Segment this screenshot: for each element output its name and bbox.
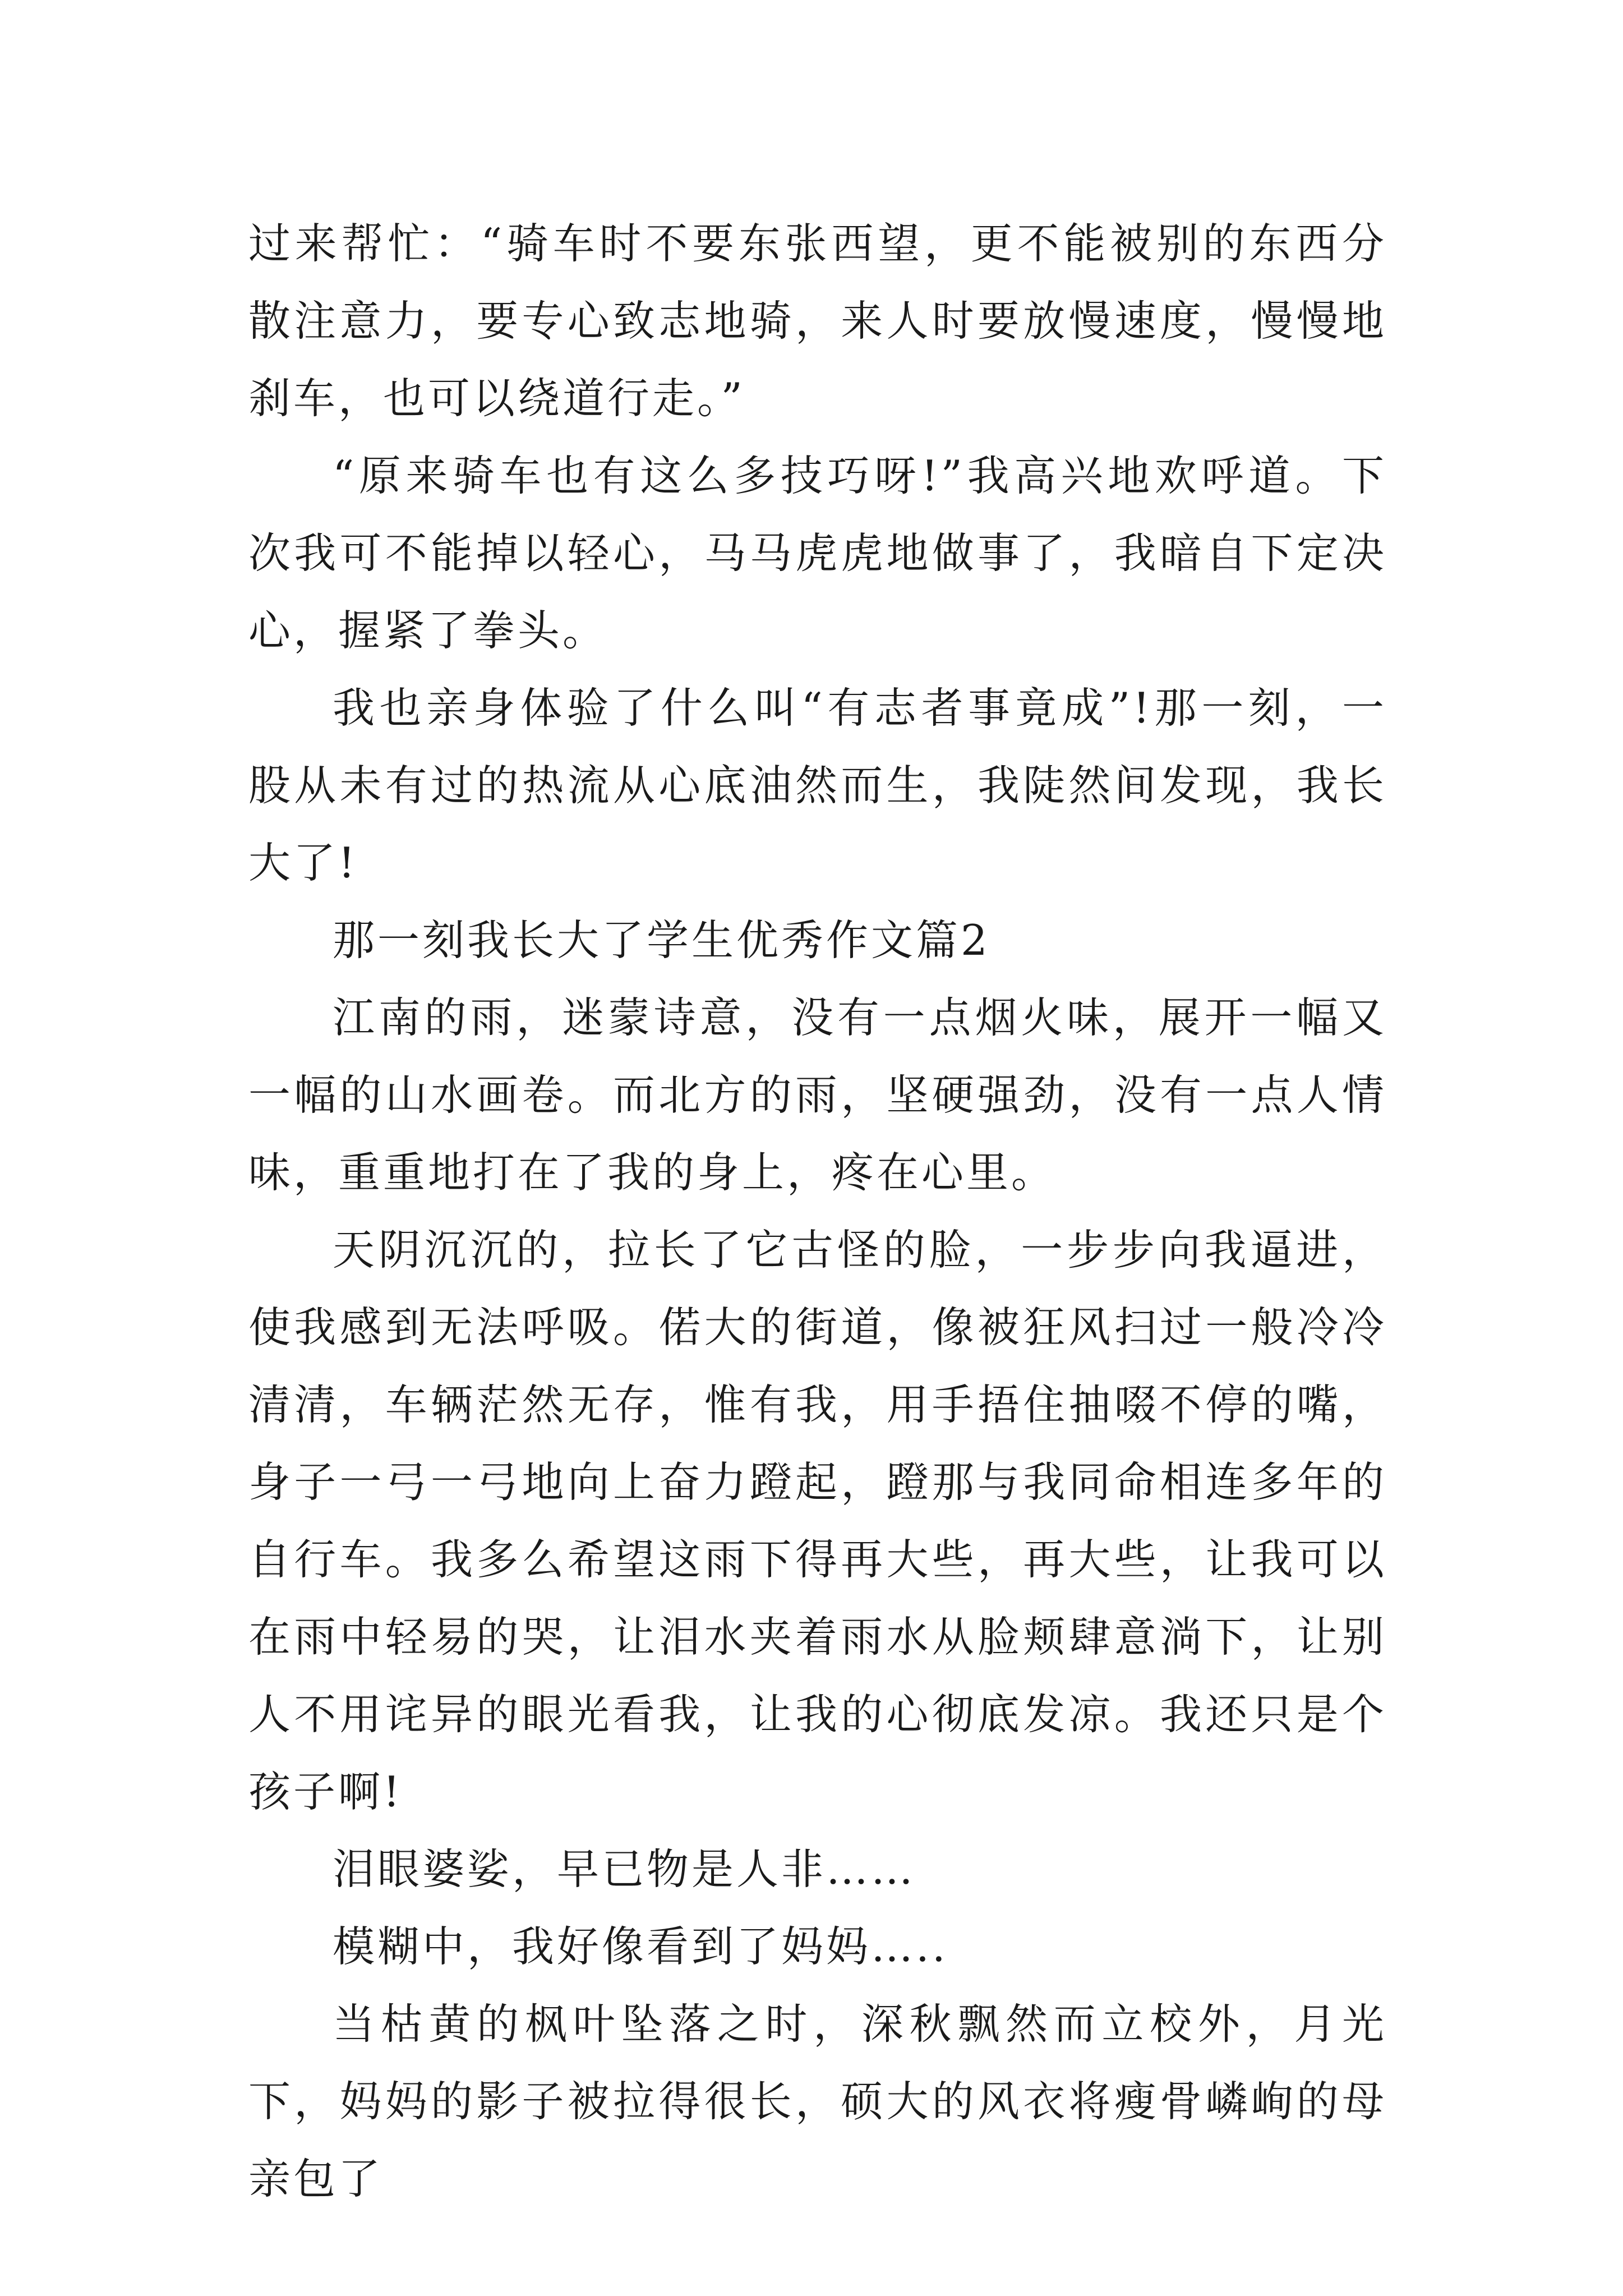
section-heading: 那一刻我长大了学生优秀作文篇2 xyxy=(333,915,990,965)
paragraph-5: 天阴沉沉的，拉长了它古怪的脸，一步步向我逼进，使我感到无法呼吸。偌大的街道，像被狂风扫过一般冷冷清清，车辆茫然无存，惟有我，用手捂住抽啜不停的嘴，身子一弓一弓地向上奋力蹬起，蹬那与我同命相连多年的自行车。我多么希望这雨下得再大些，再大些，让我可以在雨中轻易的哭，让泪水夹着雨水从脸颊肆意淌下，让别人不用诧异的眼光看我，让我的心彻底发凉。我还只是个孩子啊! xyxy=(248,1225,1387,1816)
paragraph-4: 江南的雨，迷蒙诗意，没有一点烟火味，展开一幅又一幅的山水画卷。而北方的雨，坚硬强劲，没有一点人情味，重重地打在了我的身上，疼在心里。 xyxy=(248,993,1387,1197)
paragraph-8: 当枯黄的枫叶坠落之时，深秋飘然而立校外，月光下，妈妈的影子被拉得很长，硕大的风衣将瘦骨嶙峋的母亲包了 xyxy=(248,1999,1387,2203)
paragraph-1: 过来帮忙：“骑车时不要东张西望，更不能被别的东西分散注意力，要专心致志地骑，来人时要放慢速度，慢慢地刹车，也可以绕道行走。” xyxy=(248,219,1387,423)
document-body xyxy=(248,205,1387,2217)
paragraph-3: 我也亲身体验了什么叫“有志者事竟成”!那一刻，一股从未有过的热流从心底油然而生，我陡然间发现，我长大了! xyxy=(248,683,1387,887)
paragraph-2: “原来骑车也有这么多技巧呀!”我高兴地欢呼道。下次我可不能掉以轻心，马马虎虎地做事了，我暗自下定决心，握紧了拳头。 xyxy=(248,451,1387,655)
paragraph-6: 泪眼婆娑，早已物是人非…… xyxy=(333,1844,916,1894)
paragraph-7: 模糊中，我好像看到了妈妈….. xyxy=(333,1922,948,1971)
